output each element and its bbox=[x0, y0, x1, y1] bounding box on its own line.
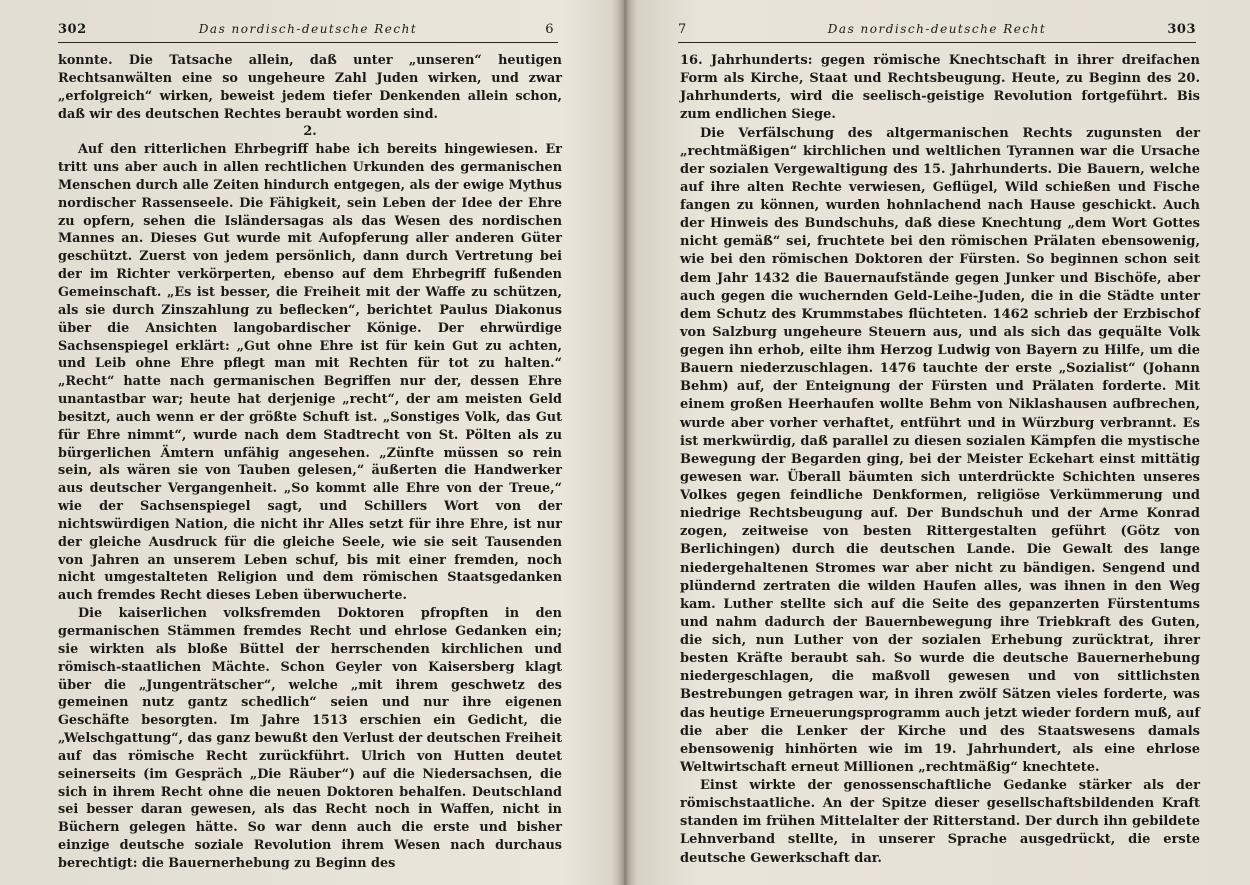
paragraph: Auf den ritterlichen Ehrbegriff habe ich bereits hingewiesen. Er tritt uns aber auch in allen rechtlichen Urkunden des germanischen Menschen durch alle Zeiten hindurch entgegen, als der ewige Mythus nordischer Rassenseele. Die Fähigkeit, sein Leben der Idee der Ehre zu opfern, sehen die Isländersagas als das Wesen des nordischen Mannes an. Dieses Gut wurde mit Aufopferung aller anderen Güter geschützt. Zuerst von jedem persönlich, dann durch Vertretung bei der im Richter verkörperten, ebenso auf dem Ehrbegriff fußenden Gemeinschaft. „Es ist besser, die Freiheit mit der Waffe zu schützen, als sie durch Zinszahlung zu beflecken“, berichtet Paulus Diakonus über die Ansichten langobardischer Könige. Der ehrwürdige Sachsenspiegel erklärt: „Gut ohne Ehre ist für kein Gut zu achten, und Leib ohne Ehre pflegt man mit Rechten für tot zu halten.“ „Recht“ hatte nach germanischen Begriffen nur der, dessen Ehre unantastbar war; heute hat derjenige „recht“, der am meisten Geld besitzt, auch wenn er der größte Schuft ist. „Sonstiges Volk, das Gut für Ehre nimmt“, wurde nach dem Stadtrecht von St. Pölten als zu bürgerlichen Ämtern unfähig angesehen. „Zünfte müssen so rein sein, als wären sie von Tauben gelesen,“ äußerten die Handwerker aus deutscher Vergangenheit. „So kommt alle Ehre von der Treue,“ wie der Sachsenspiegel sagt, und Schillers Wort von der nichtswürdigen Nation, die nicht ihr Alles setzt für ihre Ehre, ist nur der gleiche Ausdruck für die gleiche Seele, wie sie seit Tausenden von Jahren an unserem Leben schuf, bis mit einer fremden, noch nicht umgestalteten Religion und dem römischen Staatsgedanken auch fremdes Recht dieses Leben überwucherte. bbox=[58, 142, 562, 604]
paragraph: Die kaiserlichen volksfremden Doktoren pfropften in den germanischen Stämmen fremdes Recht und ehrlose Gedanken ein; sie wirkten als bloße Büttel der herrschenden kirchlichen und römisch-staatlichen Mächte. Schon Geyler von Kaisersberg klagt über die „Jungenträtscher“, welche „mit ihrem geschwetz des gemeinen nutz gantz schedlich“ seien und nur ihre eigenen Geschäfte besorgten. Im Jahre 1513 erschien ein Gedicht, die „Welschgattung“, das ganz bewußt den Verlust der deutschen Freiheit auf das römische Recht zurückführt. Ulrich von Hutten deutet seinerseits (im Gespräch „Die Räuber“) auf die Niedersachsen, die sich in ihrem Recht ohne die neuen Doktoren behalfen. Deutschland sei besser daran gewesen, als das Recht noch in Waffen, nicht in Büchern gelegen hätte. So war denn auch die erste und bisher einzige deutsche soziale Revolution ihrem Wesen nach durchaus berechtigt: die Bauernerhebung zu Beginn des bbox=[58, 606, 562, 871]
section-number: 2. bbox=[303, 124, 317, 140]
left-signature-mark: 6 bbox=[545, 22, 554, 37]
left-running-title: Das nordisch-deutsche Recht bbox=[198, 22, 418, 36]
right-signature-mark: 7 bbox=[678, 22, 687, 37]
right-running-head bbox=[678, 22, 1196, 43]
left-running-head bbox=[58, 22, 558, 43]
paragraph: konnte. Die Tatsache allein, daß unter „unseren“ heutigen Rechtsanwälten eine so ungeheure Zahl Juden wirken, und zwar „erfolgreich“ wirken, beweist jedem tiefer Denkenden allein schon, daß wir des deutschen Rechtes beraubt worden sind. bbox=[58, 53, 562, 122]
right-page-body bbox=[680, 52, 1200, 868]
left-page-number: 302 bbox=[58, 22, 87, 37]
right-page bbox=[628, 0, 1250, 885]
paragraph: 16. Jahrhunderts: gegen römische Knechtschaft in ihrer dreifachen Form als Kirche, Staat und Rechtsbeugung. Heute, zu Beginn des 20. Jahrhunderts, wird die seelisch-geistige Revolution fortgeführt. Bis zum endlichen Siege. bbox=[680, 53, 1200, 123]
paragraph: Einst wirkte der genossenschaftliche Gedanke stärker als der römischstaatliche. An der Spitze dieser gesellschaftsbildenden Kraft standen im frühen Mittelalter der Ritterstand. Der durch ihn gebildete Lehnverband stellte, in unserer Sprache ausgedrückt, die erste deutsche Gewerkschaft dar. bbox=[680, 778, 1200, 866]
paragraph: Die Verfälschung des altgermanischen Rechts zugunsten der „rechtmäßigen“ kirchlichen und weltlichen Tyrannen war die Ursache der sozialen Vergewaltigung des 15. Jahrhunderts. Die Bauern, welche auf ihre alten Rechte verwiesen, Geflügel, Wild schießen und Fische fangen zu können, wurden hohnlachend nach Hause geschickt. Auch der Hinweis des Bundschuhs, daß diese Knechtung „dem Wort Gottes nicht gemäß“ sei, fruchtete bei den römischen Prälaten ebensowenig, wie bei den römischen Doktoren der Fürsten. So beginnen schon seit dem Jahr 1432 die Bauernaufstände gegen Junker und Bischöfe, aber auch gegen die wuchernden Geld-Leihe-Juden, die in die Städte unter dem Schutz des Krummstabes flüchteten. 1462 schrieb der Erzbischof von Salzburg ungeheure Steuern aus, und als sich das gequälte Volk gegen ihn erhob, eilte ihm Herzog Ludwig von Bayern zu Hilfe, um die Bauern niederzuschlagen. 1476 tauchte der erste „Sozialist“ (Johann Behm) auf, der Enteignung der Fürsten und Prälaten forderte. Mit einem großen Heerhaufen wollte Behm von Niklashausen aufbrechen, wurde aber vorher verhaftet, entführt und in Würzburg verbrannt. Es ist merkwürdig, daß parallel zu diesen sozialen Kämpfen die mystische Bewegung der Begarden ging, bei der Meister Eckehart einst mittätig gewesen war. Überall bäumten sich unterdrückte Schichten unseres Volkes gegen feindliche Denkformen, religiöse Verkümmerung und niedrige Rechtsbeugung auf. Der Bundschuh und der Arme Konrad zogen, zeitweise von besten Rittergestalten geführt (Götz von Berlichingen) durch die deutschen Lande. Die Gewalt des lange niedergehaltenen Stromes war aber nicht zu bändigen. Sengend und plündernd zertraten die wilden Haufen alles, was ihnen in den Weg kam. Luther stellte sich auf die Seite des gepanzerten Fürstentums und nahm dadurch der Bauernbewegung ihre Triebkraft des Guten, die sich, nun Luther von der sozialen Erhebung zurücktrat, ihrer besten Kräfte beraubt sah. So wurde die deutsche Bauernerhebung niedergeschlagen, die maßvoll gewesen und von sittlichsten Bestrebungen getragen war, in ihren zwölf Sätzen vieles forderte, was das heutige Erneuerungsprogramm auch jetzt wieder fordern muß, auf die aber die Lenker der Kirche und des Staatswesens damals ebensowenig hinhörten wie im 19. Jahrhundert, als eine ehrlose Weltwirtschaft erneut Millionen „rechtmäßig“ knechtete. bbox=[680, 125, 1200, 775]
left-page bbox=[0, 0, 622, 885]
right-page-number: 303 bbox=[1167, 22, 1196, 37]
right-running-title: Das nordisch-deutsche Recht bbox=[827, 22, 1047, 36]
left-page-body bbox=[58, 52, 562, 873]
